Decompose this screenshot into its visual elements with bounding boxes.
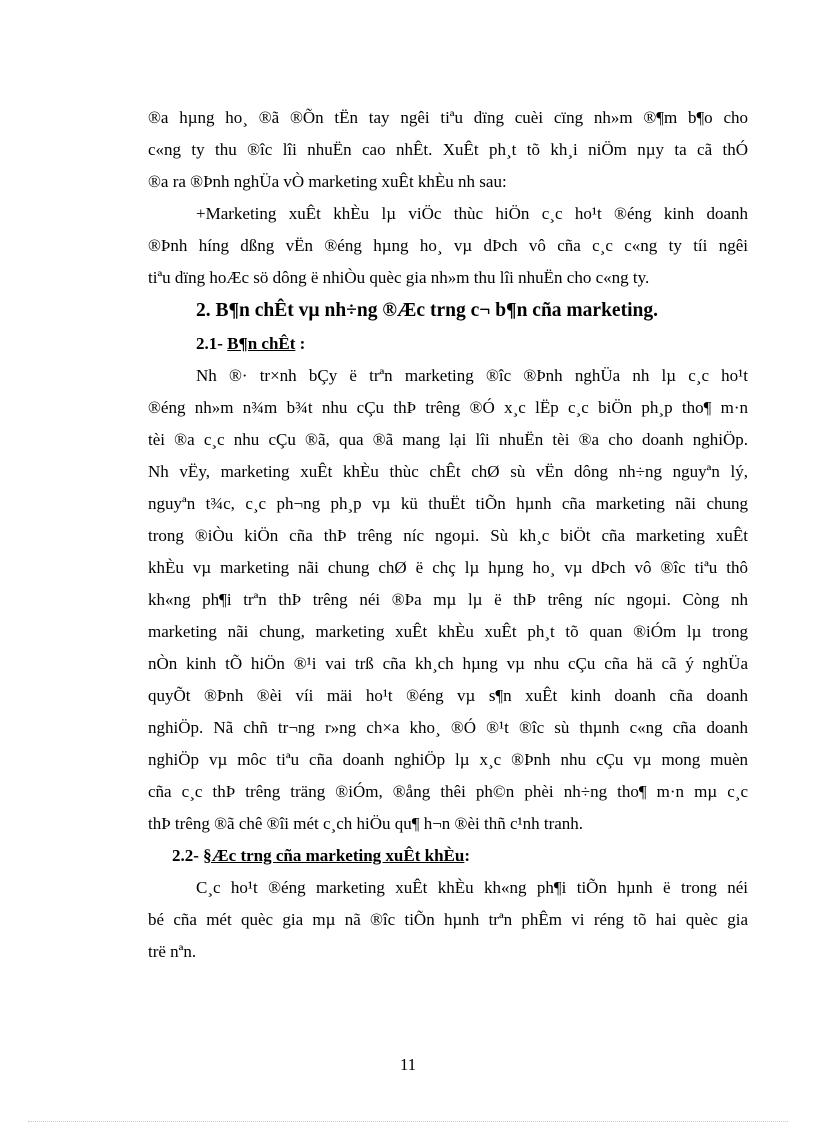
subsection-number: 2.1- — [196, 334, 228, 353]
text-line: +Marketing xuÊt khÈu lµ viÖc thùc hiÖn c¸c ho¹t ®éng kinh doanh — [196, 204, 748, 223]
text-line: c«ng ty thu ®îc lîi nhuËn cao nhÊt. XuÊt ph¸t tõ kh¸i niÖm nµy ta cã thÓ — [148, 140, 748, 159]
text-line: khÈu vµ marketing nãi chung chØ ë chç lµ hµng ho¸ vµ dÞch vô ®îc tiªu thô — [148, 558, 748, 577]
subsection-number: 2.2- — [172, 846, 204, 865]
text-line: nÒn kinh tÕ hiÖn ®¹i vai trß cña kh¸ch hµng vµ nhu cÇu cña hä cã ý nghÜa — [148, 654, 748, 673]
text-line: marketing nãi chung, marketing xuÊt khÈu xuÊt ph¸t tõ quan ®iÓm lµ trong — [148, 622, 748, 641]
text-line: ®éng nh»m n¾m b¾t nhu cÇu thÞ trêng ®Ó x¸c lËp c¸c biÖn ph¸p tho¶ m·n — [148, 398, 748, 417]
text-line: Nh vËy, marketing xuÊt khÈu thùc chÊt chØ sù vËn dông nh÷ng nguyªn lý, — [148, 462, 748, 481]
text-line: tèi ®a c¸c nhu cÇu ®ã, qua ®ã mang lại lîi nhuËn tèi ®a cho doanh nghiÖp. — [148, 430, 748, 449]
subsection-title: B¶n chÊt — [227, 334, 296, 353]
section-heading-2: 2. B¶n chÊt vµ nh÷ng ®Æc trng c¬ b¶n cña marketing. — [196, 300, 658, 321]
text-line: bé cña mét quèc gia mµ nã ®îc tiÕn hµnh trªn phÊm vi réng tõ hai quèc gia — [148, 910, 748, 929]
text-line: Nh ®· tr×nh bÇy ë trªn marketing ®îc ®Þnh nghÜa nh lµ c¸c ho¹t — [196, 366, 748, 385]
text-line: tiªu dïng hoÆc sö dông ë nhiÒu quèc gia nh»m thu lîi nhuËn cho c«ng ty. — [148, 268, 650, 287]
text-line: nguyªn t¾c, c¸c ph¬ng ph¸p vµ kü thuËt tiÕn hµnh cña marketing nãi chung — [148, 494, 748, 513]
paragraph-2-2 — [148, 872, 748, 968]
page-number: 11 — [399, 1055, 417, 1074]
text-line: trong ®iÒu kiÖn cña thÞ trêng níc ngoµi. Sù kh¸c biÖt cña marketing xuÊt — [148, 526, 748, 545]
document-page — [148, 102, 748, 968]
subsection-heading-2-1 — [148, 328, 748, 360]
text-line: cña c¸c thÞ trêng träng ®iÓm, ®ång thêi ph©n phèi nh÷ng tho¶ m·n mµ c¸c — [148, 782, 748, 801]
text-line: ®Þnh híng dßng vËn ®éng hµng ho¸ vµ dÞch vô cña c¸c c«ng ty tíi ngêi — [148, 236, 748, 255]
text-line: nghiÖp vµ môc tiªu cña doanh nghiÖp lµ x¸c ®Þnh nhu cÇu vµ mong muèn — [148, 750, 748, 769]
text-line: kh«ng ph¶i trªn thÞ trêng néi ®Þa mµ lµ ë thÞ trêng níc ngoµi. Còng nh — [148, 590, 748, 609]
subsection-title: §Æc trng cña marketing xuÊt khÈu — [203, 846, 465, 865]
text-line: thÞ trêng ®ã chê ®îi mét c¸ch hiÖu qu¶ h¬n ®èi thñ c¹nh tranh. — [148, 814, 584, 833]
subsection-suffix: : — [464, 846, 471, 865]
text-line: nghiÖp. Nã chñ tr¬ng r»ng ch×a kho¸ ®Ó ®¹t ®îc sù thµnh c«ng cña doanh — [148, 718, 748, 737]
paragraph-definition — [148, 198, 748, 294]
paragraph-intro — [148, 102, 748, 198]
page-bottom-dotted-border — [28, 1121, 788, 1122]
text-line: C¸c ho¹t ®éng marketing xuÊt khÈu kh«ng ph¶i tiÕn hµnh ë trong néi — [196, 878, 748, 897]
subsection-heading-2-2 — [148, 840, 748, 872]
text-line: ®a ra ®Þnh nghÜa vÒ marketing xuÊt khÈu nh sau: — [148, 172, 507, 191]
text-line: trë nªn. — [148, 942, 197, 961]
text-line: quyÕt ®Þnh ®èi víi mäi ho¹t ®éng vµ s¶n xuÊt kinh doanh cña doanh — [148, 686, 748, 705]
paragraph-2-1 — [148, 360, 748, 840]
subsection-suffix: : — [295, 334, 306, 353]
text-line: ®a hµng ho¸ ®ã ®Õn tËn tay ngêi tiªu dïng cuèi cïng nh»m ®¶m b¶o cho — [148, 108, 748, 127]
